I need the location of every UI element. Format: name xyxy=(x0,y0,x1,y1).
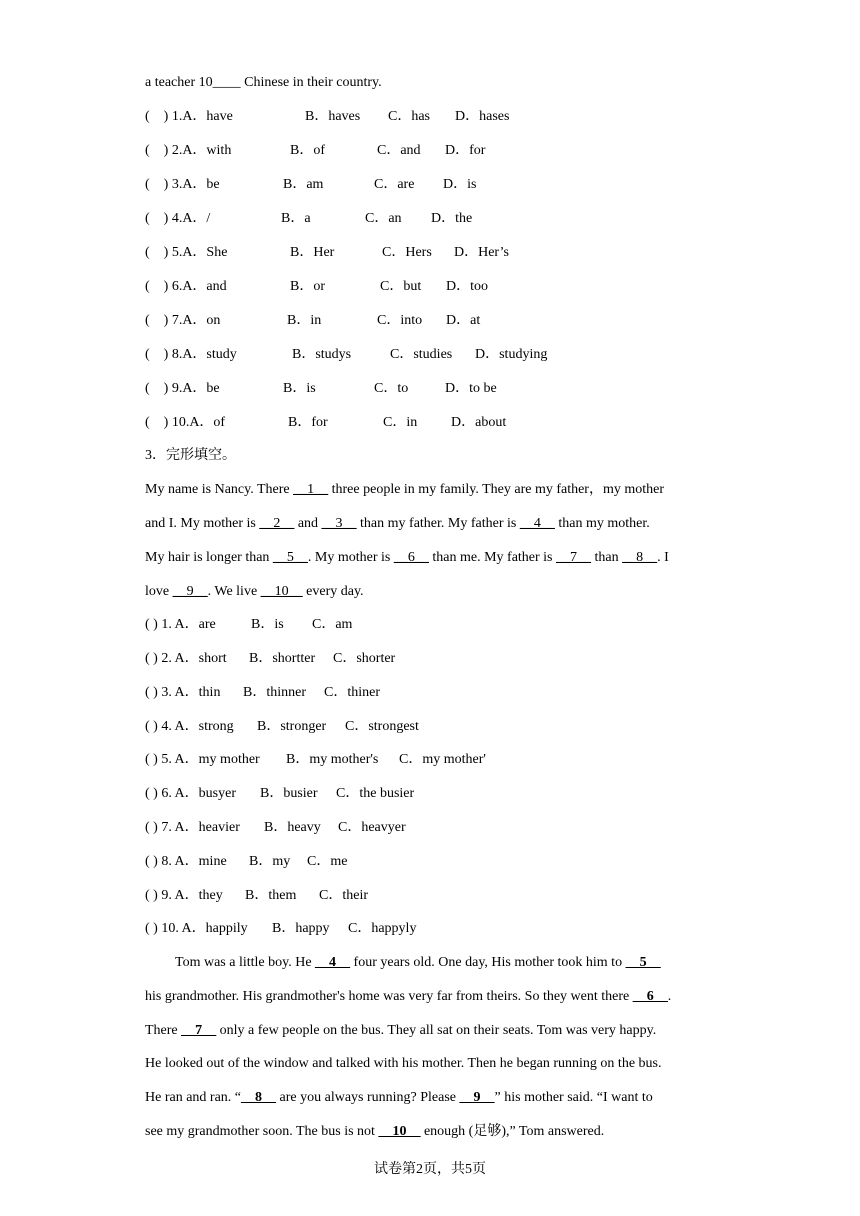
option-d: D．Her’s xyxy=(454,245,509,260)
blank: __2__ xyxy=(259,516,295,531)
blank: __1__ xyxy=(293,482,329,497)
passage-line: He looked out of the window and talked with his mother. Then he began running on the bus. xyxy=(145,1056,662,1071)
option-b: B．busier xyxy=(260,786,318,801)
option-c: C．shorter xyxy=(333,651,396,666)
section-heading: 3．完形填空。 xyxy=(145,448,236,463)
option-c: C．studies xyxy=(390,347,453,362)
option-c: C．strongest xyxy=(345,719,419,734)
question-stem: ( ) 3. A．thin xyxy=(145,685,221,700)
option-b: B．is xyxy=(283,381,316,396)
question-stem: ( ) 9. A．they xyxy=(145,888,223,903)
question-stem: ( ) 2.A．with xyxy=(145,143,232,158)
option-c: C．heavyer xyxy=(338,820,406,835)
question-stem: ( ) 5. A．my mother xyxy=(145,752,260,767)
blank: __4__ xyxy=(315,955,351,970)
option-b: B．studys xyxy=(292,347,352,362)
passage-tail: a teacher 10____ Chinese in their country. xyxy=(145,75,382,90)
option-b: B．of xyxy=(290,143,325,158)
passage-line: see my grandmother soon. The bus is not __10__ enough (足够),” Tom answered. xyxy=(145,1124,605,1139)
blank: __9__ xyxy=(459,1090,495,1105)
blank: __8__ xyxy=(622,550,658,565)
option-c: C．thiner xyxy=(324,685,380,700)
passage-line: My name is Nancy. There __1__ three people in my family. They are my father，my mother xyxy=(145,482,665,497)
question-stem: ( ) 6. A．busyer xyxy=(145,786,236,801)
option-b: B．stronger xyxy=(257,719,327,734)
option-b: B．Her xyxy=(290,245,335,260)
blank: __6__ xyxy=(393,550,429,565)
question-stem: ( ) 1. A．are xyxy=(145,617,216,632)
option-b: B．is xyxy=(251,617,284,632)
question-stem: ( ) 10.A．of xyxy=(145,415,226,430)
blank: __4__ xyxy=(519,516,555,531)
option-d: D．the xyxy=(431,211,473,226)
option-b: B．haves xyxy=(305,109,361,124)
option-c: C．my mother' xyxy=(399,752,486,767)
blank: __6__ xyxy=(632,989,668,1004)
option-c: C．in xyxy=(383,415,418,430)
option-c: C．are xyxy=(374,177,415,192)
blank: __3__ xyxy=(321,516,357,531)
blank: __8__ xyxy=(241,1090,277,1105)
option-b: B．shortter xyxy=(249,651,316,666)
passage-line: There __7__ only a few people on the bus. They all sat on their seats. Tom was very happy. xyxy=(145,1023,657,1038)
question-stem: ( ) 5.A．She xyxy=(145,245,228,260)
option-c: C．me xyxy=(307,854,348,869)
option-c: C．into xyxy=(377,313,423,328)
question-stem: ( ) 10. A．happily xyxy=(145,921,248,936)
question-stem: ( ) 9.A．be xyxy=(145,381,220,396)
option-b: B．my xyxy=(249,854,291,869)
option-c: C．happyly xyxy=(348,921,417,936)
option-b: B．in xyxy=(287,313,322,328)
question-stem: ( ) 1.A．have xyxy=(145,109,233,124)
blank: __10__ xyxy=(378,1124,421,1139)
option-c: C．am xyxy=(312,617,353,632)
option-b: B．am xyxy=(283,177,324,192)
option-d: D．studying xyxy=(475,347,548,362)
option-b: B．for xyxy=(288,415,328,430)
option-b: B．thinner xyxy=(243,685,306,700)
option-d: D．is xyxy=(443,177,477,192)
option-c: C．to xyxy=(374,381,409,396)
option-c: C．has xyxy=(388,109,430,124)
option-b: B．them xyxy=(245,888,297,903)
question-stem: ( ) 3.A．be xyxy=(145,177,220,192)
option-d: D．at xyxy=(446,313,481,328)
blank: __10__ xyxy=(260,584,303,599)
option-b: B．heavy xyxy=(264,820,321,835)
option-c: C．the busier xyxy=(336,786,415,801)
passage-line: and I. My mother is __2__ and __3__ than my father. My father is __4__ than my mother. xyxy=(145,516,650,531)
option-b: B．or xyxy=(290,279,325,294)
blank: __7__ xyxy=(181,1023,217,1038)
blank: __5__ xyxy=(272,550,308,565)
question-stem: ( ) 2. A．short xyxy=(145,651,227,666)
question-stem: ( ) 6.A．and xyxy=(145,279,227,294)
blank: __7__ xyxy=(556,550,592,565)
question-stem: ( ) 4.A．/ xyxy=(145,211,211,226)
option-b: B．happy xyxy=(272,921,330,936)
option-d: D．hases xyxy=(455,109,510,124)
option-d: D．to be xyxy=(445,381,497,396)
option-d: D．too xyxy=(446,279,488,294)
option-c: C．but xyxy=(380,279,422,294)
question-stem: ( ) 7. A．heavier xyxy=(145,820,240,835)
option-c: C．Hers xyxy=(382,245,432,260)
blank: __5__ xyxy=(625,955,661,970)
option-d: D．about xyxy=(451,415,507,430)
passage-line: He ran and ran. “__8__ are you always running? Please __9__” his mother said. “I want to xyxy=(145,1090,653,1105)
option-c: C．their xyxy=(319,888,368,903)
option-c: C．an xyxy=(365,211,402,226)
option-b: B．my mother's xyxy=(286,752,379,767)
page-footer: 试卷第2页，共5页 xyxy=(374,1162,486,1177)
question-stem: ( ) 8.A．study xyxy=(145,347,237,362)
question-stem: ( ) 8. A．mine xyxy=(145,854,227,869)
question-stem: ( ) 7.A．on xyxy=(145,313,221,328)
blank: __9__ xyxy=(172,584,208,599)
option-d: D．for xyxy=(445,143,486,158)
passage-line: his grandmother. His grandmother's home was very far from theirs. So they went there __6__. xyxy=(145,989,672,1004)
option-c: C．and xyxy=(377,143,421,158)
option-b: B．a xyxy=(281,211,311,226)
passage-line: love __9__. We live __10__ every day. xyxy=(145,584,364,599)
question-stem: ( ) 4. A．strong xyxy=(145,719,234,734)
passage-line: My hair is longer than __5__. My mother is __6__ than me. My father is __7__ than __8__. I xyxy=(145,550,669,565)
passage-line: Tom was a little boy. He __4__ four years old. One day, His mother took him to __5__ xyxy=(175,955,661,970)
